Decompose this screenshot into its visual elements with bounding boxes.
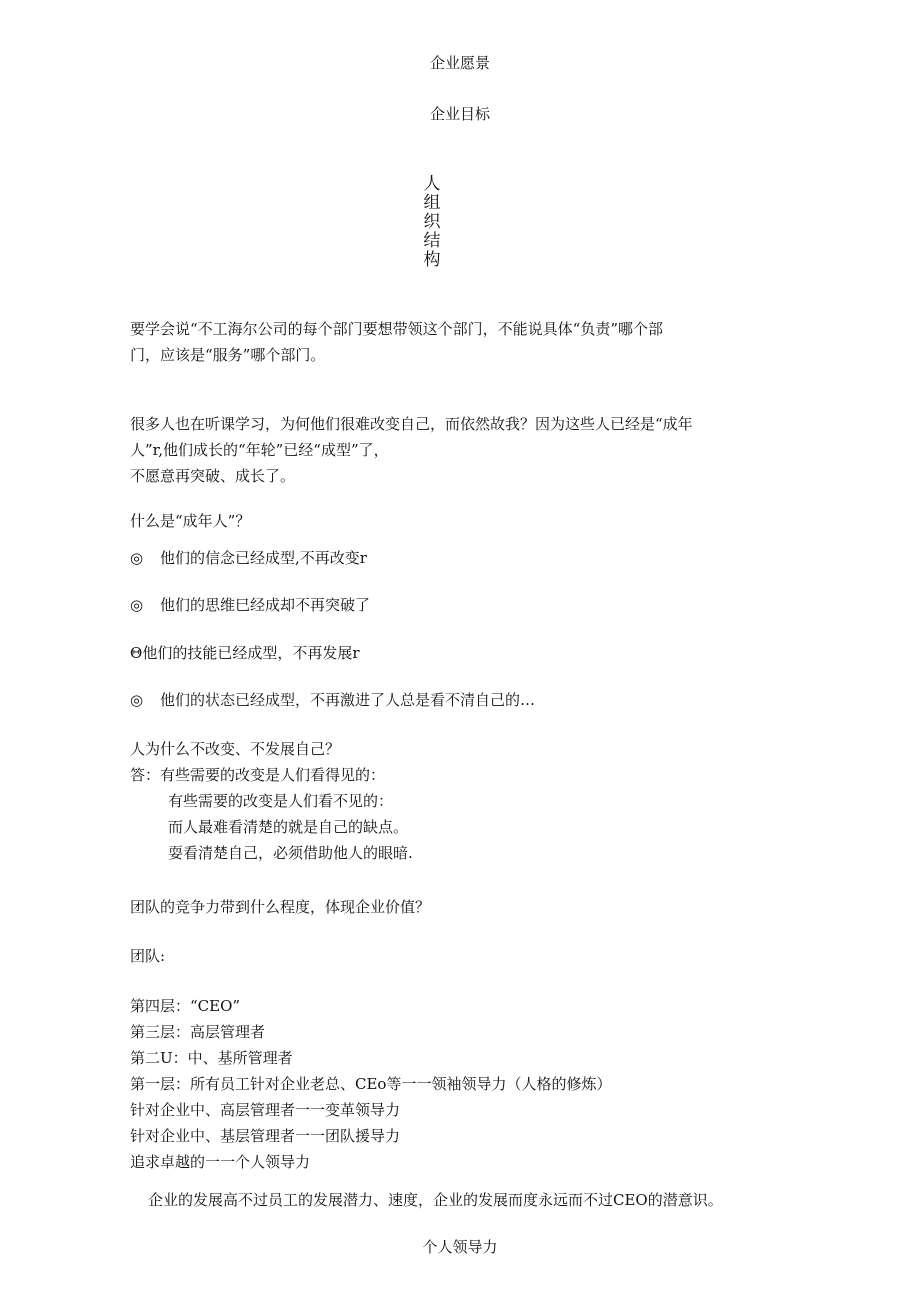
bullet-icon: Θ — [130, 644, 143, 662]
team-levels — [130, 993, 611, 1175]
qa-answer-line: 有些需要的改变是人们看不见的： — [168, 792, 394, 810]
question-adult: 什么是“成年人”？ — [130, 512, 251, 530]
qa-answer-line: 而人最难看清楚的就是自己的缺点。 — [168, 818, 409, 836]
bullet-icon: ◎ — [130, 691, 144, 709]
vertical-char: 人 — [423, 174, 441, 194]
bullet-item — [130, 592, 370, 618]
heading-goal: 企业目标 — [429, 105, 490, 123]
bullet-icon: ◎ — [130, 596, 144, 614]
team-level: 第四层：“CEO” — [130, 997, 241, 1015]
vertical-heading — [421, 175, 443, 270]
paragraph-adults — [130, 411, 693, 489]
team-level: 针对企业中、基层管理者一一团队援导力 — [130, 1127, 401, 1145]
qa-block — [130, 736, 413, 866]
paragraph-service — [130, 316, 663, 368]
bullet-text: 他们的信念已经成型,不再改变r — [160, 549, 367, 567]
bullet-icon: ◎ — [130, 549, 144, 567]
team-level: 第一层：所有员工针对企业老总、CEo等一一领袖领导力（人格的修炼） — [130, 1075, 612, 1093]
paragraph-line: 不愿意再突破、成长了。 — [130, 467, 296, 485]
vertical-char: 构 — [423, 250, 441, 270]
qa-question: 人为什么不改变、不发展自己？ — [130, 740, 341, 758]
team-question: 团队的竞争力带到什么程度，体现企业价值？ — [130, 898, 431, 916]
paragraph-line: 门，应该是“服务”哪个部门。 — [130, 346, 326, 364]
paragraph-line: 人”r,他们成长的“年轮”已经“成型”了， — [130, 441, 389, 459]
heading-vision: 企业愿景 — [429, 54, 490, 72]
bullet-item — [130, 640, 360, 666]
qa-answer-line: 答：有些需要的改变是人们看得见的： — [130, 766, 386, 784]
team-label: 团队: — [130, 947, 166, 965]
bullet-text: 他们的状态已经成型，不再激进了人总是看不清自己的… — [160, 691, 536, 709]
bullet-item — [130, 687, 535, 713]
team-level: 针对企业中、高层管理者一一变革领导力 — [130, 1101, 401, 1119]
vertical-char: 结 — [423, 231, 441, 251]
qa-answer-line: 耍看清楚自己，必须借助他人的眼暗. — [168, 844, 413, 862]
vertical-char: 组 — [423, 193, 441, 213]
bullet-text: 他们的思维巳经成却不再突破了 — [160, 596, 371, 614]
vertical-char: 织 — [423, 212, 441, 232]
paragraph-line: 很多人也在听课学习，为何他们很难改变自己，而依然故我？因为这些人已经是“成年 — [130, 415, 693, 433]
team-level: 追求卓越的一一个人领导力 — [130, 1153, 311, 1171]
team-summary: 企业的发展高不过员工的发展潜力、速度，企业的发展而度永远而不过CEO的潜意识。 — [148, 1191, 723, 1209]
bullet-text: 他们的技能已经成型，不再发展r — [142, 644, 360, 662]
footer-title: 个人领导力 — [422, 1238, 498, 1256]
team-level: 第三层：高层管理者 — [130, 1023, 266, 1041]
team-level: 第二U：中、基所管理者 — [130, 1049, 293, 1067]
paragraph-line: 要学会说“不工海尔公司的每个部门要想带领这个部门，不能说具体“负责”哪个部 — [130, 320, 664, 338]
bullet-item — [130, 545, 367, 571]
